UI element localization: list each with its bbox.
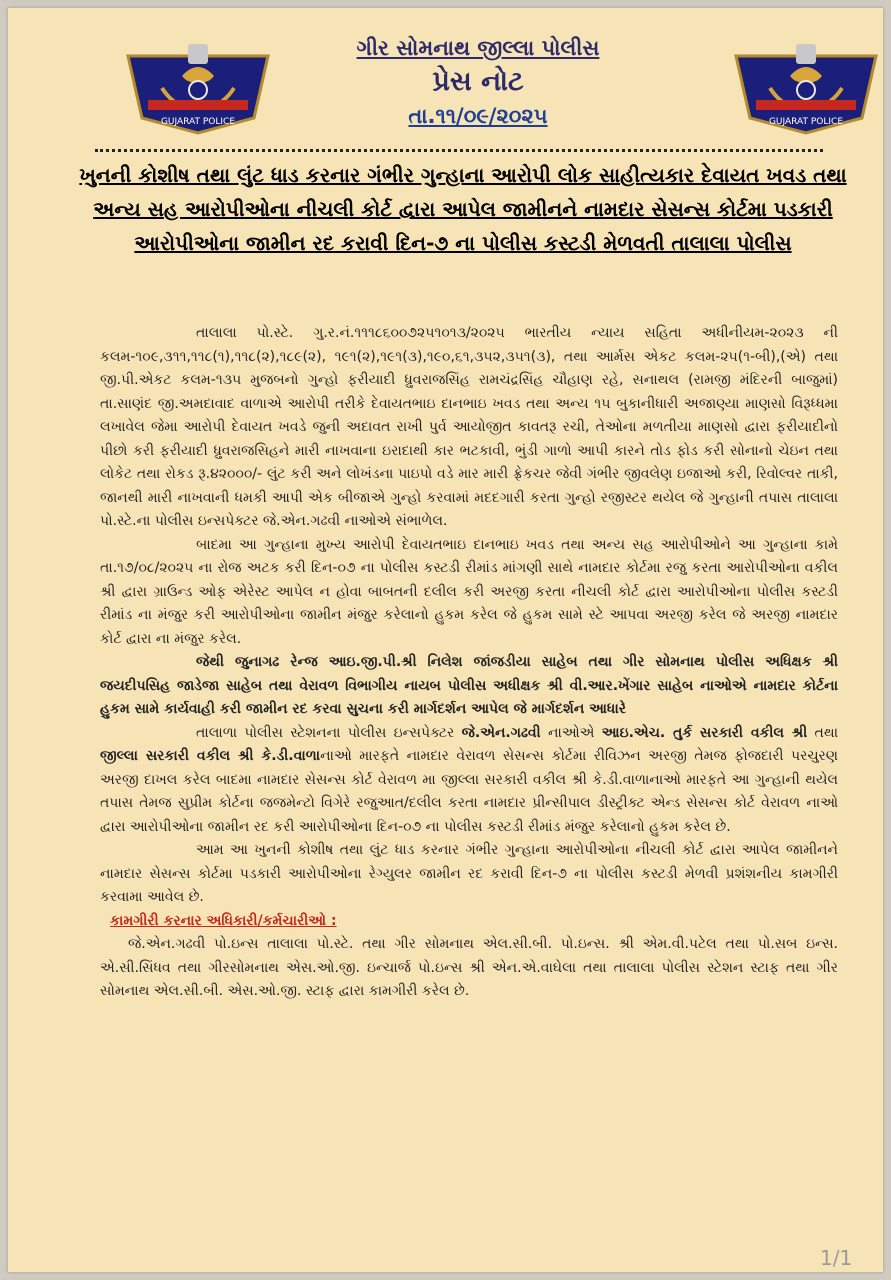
gujarat-police-logo-left (118, 38, 278, 138)
press-date: તા.૧૧/૦૯/૨૦૨૫ (408, 104, 548, 128)
logo-text: GUJARAT POLICE (768, 117, 844, 127)
page-indicator: 1/1 (820, 1246, 853, 1270)
paragraph-1: તાલાલા પો.સ્ટે. ગુ.ર.નં.૧૧૧૮૬૦૦૭૨૫૧૦૧૩/૨૦૨૫ ભારતીય ન્યાય સહિતા અધીનીયમ-૨૦૨૩ ની કલમ-૧૦૯,૩૧૧,૧૧૮(૧),૧૧૮(૨),૧૮૯(૨), ૧૯૧(૨),૧૯૧(૩),૧૯૦,૬૧,૩૫૨,૩૫૧(૩), તથા આર્મસ એકટ કલમ-૨૫(૧-બી),(એ) તથા જી.પી.એકટ કલમ-૧૩૫ મુજબનો ગુન્હો ફરીયાદી ધ્રુવરાજસિંહ રામચંદ્રસિંહ ચૌહાણ રહે, સનાથલ (રામજી મંદિરની બાજુમાં) તા.સાણંદ જી.અમદાવાદ વાળાએ આરોપી તરીકે દેવાયતભાઇ દાનભાઇ ખવડ તથા અન્ય ૧૫ બુકાનીધારી અજાણ્યા માણસો વિરૂધ્ધમા લખાવેલ જેમા આરોપી દેવાયત ખવડે જુની અદાવત રાખી પુર્વ આયોજીત કાવતરૂ રચી, તેઓના મળતીયા માણસો દ્વારા ફરીયાદીનો પીછો કરી ફરીયાદી ધ્રુવરાજસિહને મારી નાખવાના ઇરાદાથી કાર ભટકાવી, ભુંડી ગાળો આપી કારને તોડ ફોડ કરી સોનાનો ચેઇન તથા લોકેટ તથા રોકડ રૂ.૪૨૦૦૦/- લુંટ કરી અને લોખંડના પાઇપો વડે માર મારી ફ્રેકચર જેવી ગંભીર જીવલેણ ઇજાઓ કરી, રિવોલ્વર તાકી, જાનથી મારી નાખવાની ધમકી આપી એક બીજાએ ગુન્હો કરવામાં મદદગારી કરતા ગુન્હો રજીસ્ટર થયેલ જે ગુન્હાની તપાસ તાલાલા પો.સ્ટે.ના પોલીસ ઇન્સપેક્ટર જે.એન.ગઢવી નાઓએ સંભાળેલ. (100, 325, 838, 529)
gujarat-police-logo-right (726, 38, 883, 138)
district-title: ગીર સોમનાથ જીલ્લા પોલીસ (356, 36, 600, 60)
paragraph-3: જેથી જુનાગઢ રેન્જ આઇ.જી.પી.શ્રી નિલેશ જાંજડીયા સાહેબ તથા ગીર સોમનાથ પોલીસ અધિક્ષક શ્રી જયદીપસિહ જાડેજા સાહેબ તથા વેરાવળ વિભાગીય નાયબ પોલીસ અધીક્ષક શ્રી વી.આર.ખેંગાર સાહેબ નાઓએ નામદાર કોર્ટના હુકમ સામે કાર્યવાહી કરી જામીન રદ કરવા સુચના કરી માર્ગદર્શન આપેલ જે માર્ગદર્શન આધારે (100, 654, 838, 717)
press-note-title: પ્રેસ નોટ (432, 66, 524, 97)
body-text (100, 322, 838, 1004)
document-page (8, 8, 883, 1272)
headline: ખુનની કોશીષ તથા લુંટ ધાડ કરનાર ગંભીર ગુન્હાના આરોપી લોક સાહીત્યકાર દેવાયત ખવડ તથા અન્ય સહ આરોપીઓના નીચલી કોર્ટ દ્વારા આપેલ જામીનને નામદાર સેસન્સ કોર્ટમા પડકારી આરોપીઓના જામીન રદ કરાવી દિન-૭ ના પોલીસ કસ્ટડી મેળવતી તાલાલા પોલીસ (79, 163, 847, 255)
paragraph-5: આમ આ ખુનની કોશીષ તથા લુંટ ધાડ કરનાર ગંભીર ગુન્હાના આરોપીઓના નીચલી કોર્ટ દ્વારા આપેલ જામીનને નામદાર સેસન્સ કોર્ટમા પડકારી આરોપીઓના રેગ્યુલર જામીન રદ કરાવી દિન-૭ ના પોલીસ કસ્ટડી મેળવી પ્રશંશનીય કામગીરી કરવામા આવેલ છે. (100, 842, 838, 905)
credits-text: જે.એન.ગઢવી પો.ઇન્સ તાલાલા પો.સ્ટે. તથા ગીર સોમનાથ એલ.સી.બી. પો.ઇન્સ. શ્રી એમ.વી.પટેલ તથા પો.સબ ઇન્સ. એ.સી.સિંધવ તથા ગીરસોમનાથ એસ.ઓ.જી. ઇન્ચાર્જ પો.ઇન્સ શ્રી એન.એ.વાઘેલા તથા તાલાલા પોલીસ સ્ટેશન સ્ટાફ તથા ગીર સોમનાથ એલ.સી.બી. એસ.ઓ.જી. સ્ટાફ દ્વારા કામગીરી કરેલ છે. (100, 936, 838, 999)
dotted-divider (95, 149, 823, 152)
paragraph-4: તાલાળા પોલીસ સ્ટેશનના પોલીસ ઇન્સપેક્ટર જે.એન.ગઢવી નાઓએ આઇ.એચ. તુર્ક સરકારી વકીલ શ્રી તથા જીલ્લા સરકારી વકીલ શ્રી કે.ડી.વાળાનાઓ મારફતે નામદાર વેરાવળ સેસન્સ કોર્ટમા રીવિઝન અરજી તેમજ ફોજદારી પરચુરણ અરજી દાખલ કરેલ બાદમા નામદાર સેસન્સ કોર્ટ વેરાવળ મા જીલ્લા સરકારી વકીલ શ્રી કે.ડી.વાળાનાઓ મારફતે આ ગુન્હાની થયેલ તપાસ તેમજ સુપ્રીમ કોર્ટના જજમેન્ટો વિગેરે રજુઆત/દલીલ કરતા નામદાર પ્રીન્સીપાલ ડીસ્ટ્રીક્ટ એન્ડ સેસન્સ કોર્ટ વેરાવળ નાઓ દ્વારા આરોપીઓના જામીન રદ કરી આરોપીઓના દિન-૦૭ ના પોલીસ કસ્ટડી રીમાંડ મંજુર કરેલાનો હુકમ કરેલ છે. (100, 724, 838, 835)
credits-heading: કામગીરી કરનાર અધિકારી/કર્મચારીઓ : (110, 912, 337, 929)
logo-text: GUJARAT POLICE (160, 117, 236, 127)
paragraph-2: બાદમા આ ગુન્હાના મુખ્ય આરોપી દેવાયતભાઇ દાનભાઇ ખવડ તથા અન્ય સહ આરોપીઓને આ ગુન્હાના કામે તા.૧૭/૦૮/૨૦૨૫ ના રોજ અટક કરી દિન-૦૭ ના પોલીસ કસ્ટડી રીમાંડ માંગણી સાથે નામદાર કોર્ટમા રજુ કરતા આરોપીઓના વકીલ શ્રી દ્વારા ગ્રાઉન્ડ ઓફ એરેસ્ટ આપેલ ન હોવા બાબતની દલીલ કરી અરજી કરતા નીચલી કોર્ટ દ્વારા આરોપીઓના પોલીસ કસ્ટડી રીમાંડ ના મંજુર કરી આરોપીઓના જામીન મંજુર કરેલાનો હુકમ કરેલ જે હુકમ સામે સ્ટે આપવા અરજી કરેલ જે અરજી નામદાર કોર્ટ દ્વારા ના મંજુર કરેલ. (100, 536, 838, 647)
